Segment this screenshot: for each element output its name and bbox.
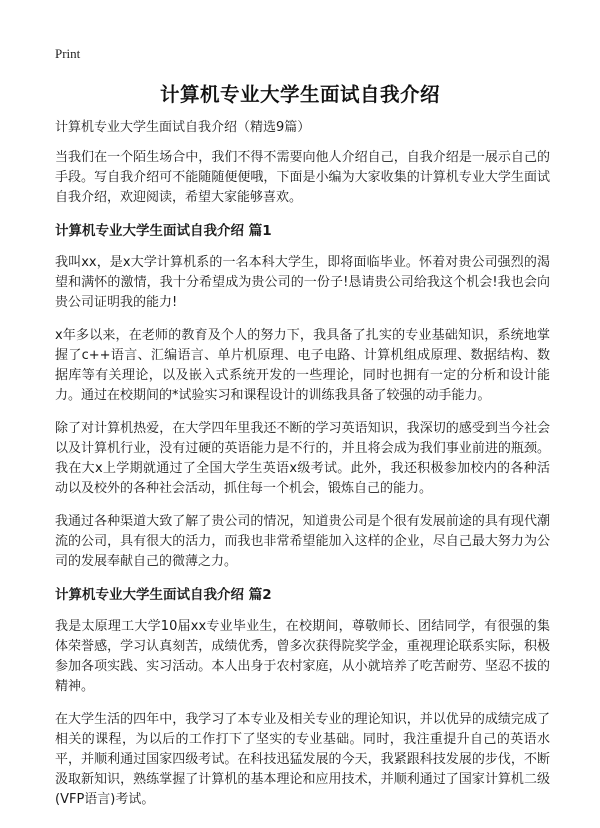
print-link[interactable]: Print [55, 46, 81, 61]
paragraph: x年多以来，在老师的教育及个人的努力下，我具备了扎实的专业基础知识，系统地掌握了c++语言、汇编语言、单片机原理、电子电路、计算机组成原理、数据结构、数据库等有关理论，以及嵌入式系统开发的一些理论，同时也拥有一定的分析和设计能力。通过在校期间的*试验实习和课程设计的训练我具备了较强的动手能力。 [55, 328, 550, 403]
paragraph: 我是太原理工大学10届xx专业毕业生，在校期间，尊敬师长、团结同学，有很强的集体荣誉感，学习认真刻苦，成绩优秀，曾多次获得院奖学金，重视理论联系实际，积极参加各项实践、实习活动。本人出身于农村家庭，从小就培养了吃苦耐劳、坚忍不拔的精神。 [55, 619, 550, 694]
section-1 [55, 221, 550, 572]
article-subtitle: 计算机专业大学生面试自我介绍（精选9篇） [55, 120, 311, 135]
section-heading: 计算机专业大学生面试自我介绍 篇2 [55, 587, 272, 603]
paragraph: 我通过各种渠道大致了解了贵公司的情况，知道贵公司是个很有发展前途的具有现代潮流的公司，具有很大的活力，而我也非常希望能加入这样的企业，尽自己最大努力为公司的发展奉献自己的微薄之力。 [55, 514, 550, 569]
section-heading: 计算机专业大学生面试自我介绍 篇1 [55, 223, 272, 239]
section-2 [55, 585, 550, 810]
article-body [55, 118, 550, 823]
paragraph: 我叫xx，是x大学计算机系的一名本科大学生，即将面临毕业。怀着对贵公司强烈的渴望和满怀的激情，我十分希望成为贵公司的一份子!恳请贵公司给我这个机会!我也会向贵公司证明我的能力! [55, 255, 550, 310]
paragraph: 在大学生活的四年中，我学习了本专业及相关专业的理论知识，并以优异的成绩完成了相关的课程，为以后的工作打下了坚实的专业基础。同时，我注重提升自己的英语水平，并顺利通过国家四级考试。在科技迅猛发展的今天，我紧跟科技发展的步伐，不断汲取新知识，熟练掌握了计算机的基本理论和应用技术，并顺利通过了国家计算机二级(VFP语言)考试。 [55, 712, 550, 807]
intro-paragraph: 当我们在一个陌生场合中，我们不得不需要向他人介绍自己，自我介绍是一展示自己的手段。写自我介绍可不能随随便便哦，下面是小编为大家收集的计算机专业大学生面试自我介绍，欢迎阅读，希望大家能够喜欢。 [55, 150, 550, 205]
paragraph: 除了对计算机热爱，在大学四年里我还不断的学习英语知识，我深切的感受到当今社会以及计算机行业，没有过硬的英语能力是不行的，并且将会成为我们事业前进的瓶颈。我在大x上学期就通过了全国大学生英语x级考试。此外，我还积极参加校内的各种活动以及校外的各种社会活动，抓住每一个机会，锻炼自己的能力。 [55, 421, 550, 496]
page-title: 计算机专业大学生面试自我介绍 [159, 83, 440, 106]
